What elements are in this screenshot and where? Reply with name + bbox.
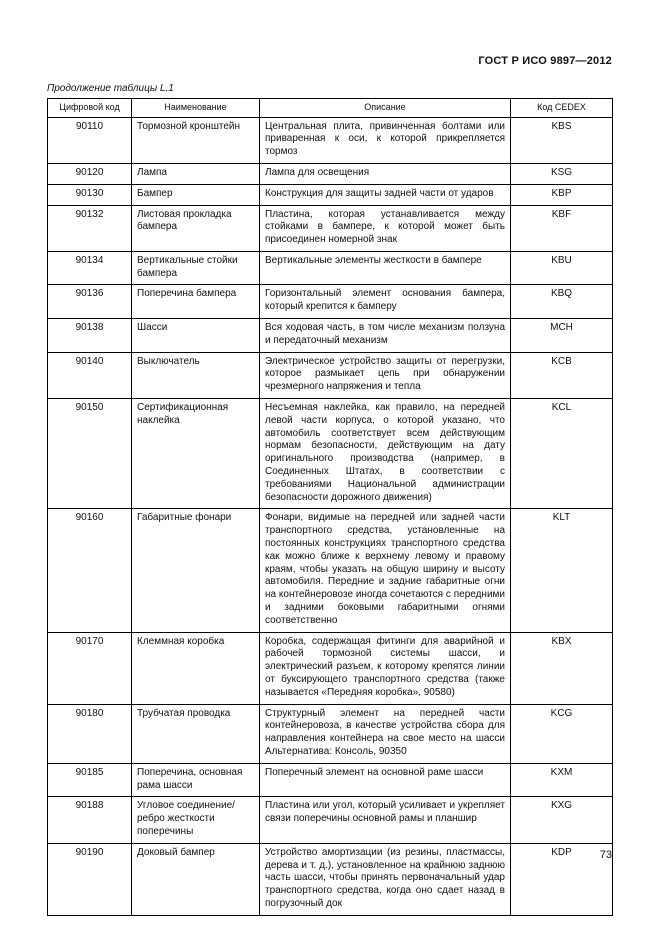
table-row bbox=[48, 763, 613, 797]
cedex-cell: KBQ bbox=[511, 285, 613, 319]
code-cell: 90185 bbox=[48, 763, 132, 797]
code-cell: 90110 bbox=[48, 117, 132, 163]
description-cell: Лампа для освещения bbox=[260, 163, 511, 184]
description-cell: Вся ходовая часть, в том числе механизм ползуна и передаточный механизм bbox=[260, 319, 511, 353]
name-cell: Тормозной кронштейн bbox=[132, 117, 260, 163]
cedex-cell: KCG bbox=[511, 704, 613, 763]
table-row bbox=[48, 163, 613, 184]
name-cell: Листовая прокладка бампера bbox=[132, 205, 260, 251]
description-cell: Несъемная наклейка, как правило, на передней левой части корпуса, о которой указано, что автомобиль соответствует всем действующим нормам безопасности, действующим на дату оригинального производства (например, в Соединенных Штатах, в соответствии с требованиями Национальной администрации безопасности дорожного движения) bbox=[260, 399, 511, 509]
name-cell: Шасси bbox=[132, 319, 260, 353]
table-row bbox=[48, 285, 613, 319]
cedex-cell: KSG bbox=[511, 163, 613, 184]
cedex-cell: KBU bbox=[511, 251, 613, 285]
name-cell: Бампер bbox=[132, 184, 260, 205]
table-row bbox=[48, 509, 613, 632]
parts-table bbox=[47, 98, 613, 916]
code-cell: 90180 bbox=[48, 704, 132, 763]
cedex-cell: KBS bbox=[511, 117, 613, 163]
description-cell: Вертикальные элементы жесткости в бампере bbox=[260, 251, 511, 285]
name-cell: Клеммная коробка bbox=[132, 632, 260, 704]
cedex-cell: KXG bbox=[511, 797, 613, 843]
header-digital-code: Цифровой код bbox=[48, 99, 132, 118]
cedex-cell: KCB bbox=[511, 352, 613, 398]
name-cell: Поперечина, основная рама шасси bbox=[132, 763, 260, 797]
table-row bbox=[48, 319, 613, 353]
code-cell: 90134 bbox=[48, 251, 132, 285]
name-cell: Трубчатая проводка bbox=[132, 704, 260, 763]
code-cell: 90160 bbox=[48, 509, 132, 632]
table-caption: Продолжение таблицы L.1 bbox=[47, 83, 174, 94]
code-cell: 90140 bbox=[48, 352, 132, 398]
doc-header: ГОСТ Р ИСО 9897—2012 bbox=[478, 55, 612, 67]
table-row bbox=[48, 184, 613, 205]
table-row bbox=[48, 399, 613, 509]
description-cell: Структурный элемент на передней части контейнеровоза, в качестве устройства сбора для направления контейнера на свое место на шасси Альтернатива: Консоль, 90350 bbox=[260, 704, 511, 763]
code-cell: 90138 bbox=[48, 319, 132, 353]
code-cell: 90150 bbox=[48, 399, 132, 509]
code-cell: 90120 bbox=[48, 163, 132, 184]
table-row bbox=[48, 117, 613, 163]
table-row bbox=[48, 704, 613, 763]
header-name: Наименование bbox=[132, 99, 260, 118]
code-cell: 90190 bbox=[48, 843, 132, 915]
table-row bbox=[48, 205, 613, 251]
description-cell: Пластина, которая устанавливается между стойками в бампере, к которой может быть присоединен номерной знак bbox=[260, 205, 511, 251]
table-head bbox=[48, 99, 613, 118]
table-header-row bbox=[48, 99, 613, 118]
header-description: Описание bbox=[260, 99, 511, 118]
table-body bbox=[48, 117, 613, 915]
description-cell: Пластина или угол, который усиливает и укрепляет связи поперечины основной рамы и планшир bbox=[260, 797, 511, 843]
cedex-cell: KLT bbox=[511, 509, 613, 632]
code-cell: 90136 bbox=[48, 285, 132, 319]
cedex-cell: KBP bbox=[511, 184, 613, 205]
table-row bbox=[48, 352, 613, 398]
name-cell: Сертификационная наклейка bbox=[132, 399, 260, 509]
table-row bbox=[48, 843, 613, 915]
cedex-cell: KCL bbox=[511, 399, 613, 509]
table-row bbox=[48, 797, 613, 843]
description-cell: Центральная плита, привинченная болтами или приваренная к оси, к которой прикрепляется тормоз bbox=[260, 117, 511, 163]
cedex-cell: MCH bbox=[511, 319, 613, 353]
name-cell: Угловое соединение/ребро жесткости поперечины bbox=[132, 797, 260, 843]
code-cell: 90130 bbox=[48, 184, 132, 205]
name-cell: Доковый бампер bbox=[132, 843, 260, 915]
cedex-cell: KBX bbox=[511, 632, 613, 704]
name-cell: Поперечина бампера bbox=[132, 285, 260, 319]
code-cell: 90132 bbox=[48, 205, 132, 251]
code-cell: 90170 bbox=[48, 632, 132, 704]
header-cedex-code: Код CEDEX bbox=[511, 99, 613, 118]
name-cell: Вертикальные стойки бампера bbox=[132, 251, 260, 285]
cedex-cell: KDP bbox=[511, 843, 613, 915]
cedex-cell: KXM bbox=[511, 763, 613, 797]
code-cell: 90188 bbox=[48, 797, 132, 843]
page-number: 73 bbox=[599, 849, 612, 861]
description-cell: Электрическое устройство защиты от перегрузки, которое размыкает цепь при обнаружении чрезмерного напряжения и тепла bbox=[260, 352, 511, 398]
description-cell: Поперечный элемент на основной раме шасси bbox=[260, 763, 511, 797]
cedex-cell: KBF bbox=[511, 205, 613, 251]
table-row bbox=[48, 632, 613, 704]
table-row bbox=[48, 251, 613, 285]
name-cell: Выключатель bbox=[132, 352, 260, 398]
description-cell: Горизонтальный элемент основания бампера, который крепится к бамперу bbox=[260, 285, 511, 319]
description-cell: Коробка, содержащая фитинги для аварийной и рабочей тормозной системы шасси, и электрический разъем, к которому крепятся линии от буксирующего транспортного средства (также называется «Передняя коробка», 90580) bbox=[260, 632, 511, 704]
description-cell: Устройство амортизации (из резины, пластмассы, дерева и т. д.), установленное на крайнюю заднюю часть шасси, чтобы принять первоначальный удар транспортного средства, когда оно сдает назад в погрузочный док bbox=[260, 843, 511, 915]
name-cell: Лампа bbox=[132, 163, 260, 184]
description-cell: Фонари, видимые на передней или задней части транспортного средства, установленные на постоянных конструкциях транспортного средства как можно ближе к верхнему левому и правому краям, чтобы указать на общую ширину и высоту автомобиля. Передние и задние габаритные огни на контейнеровозе иногда сочетаются с передними и задними боковыми габаритными огнями соответственно bbox=[260, 509, 511, 632]
name-cell: Габаритные фонари bbox=[132, 509, 260, 632]
description-cell: Конструкция для защиты задней части от ударов bbox=[260, 184, 511, 205]
